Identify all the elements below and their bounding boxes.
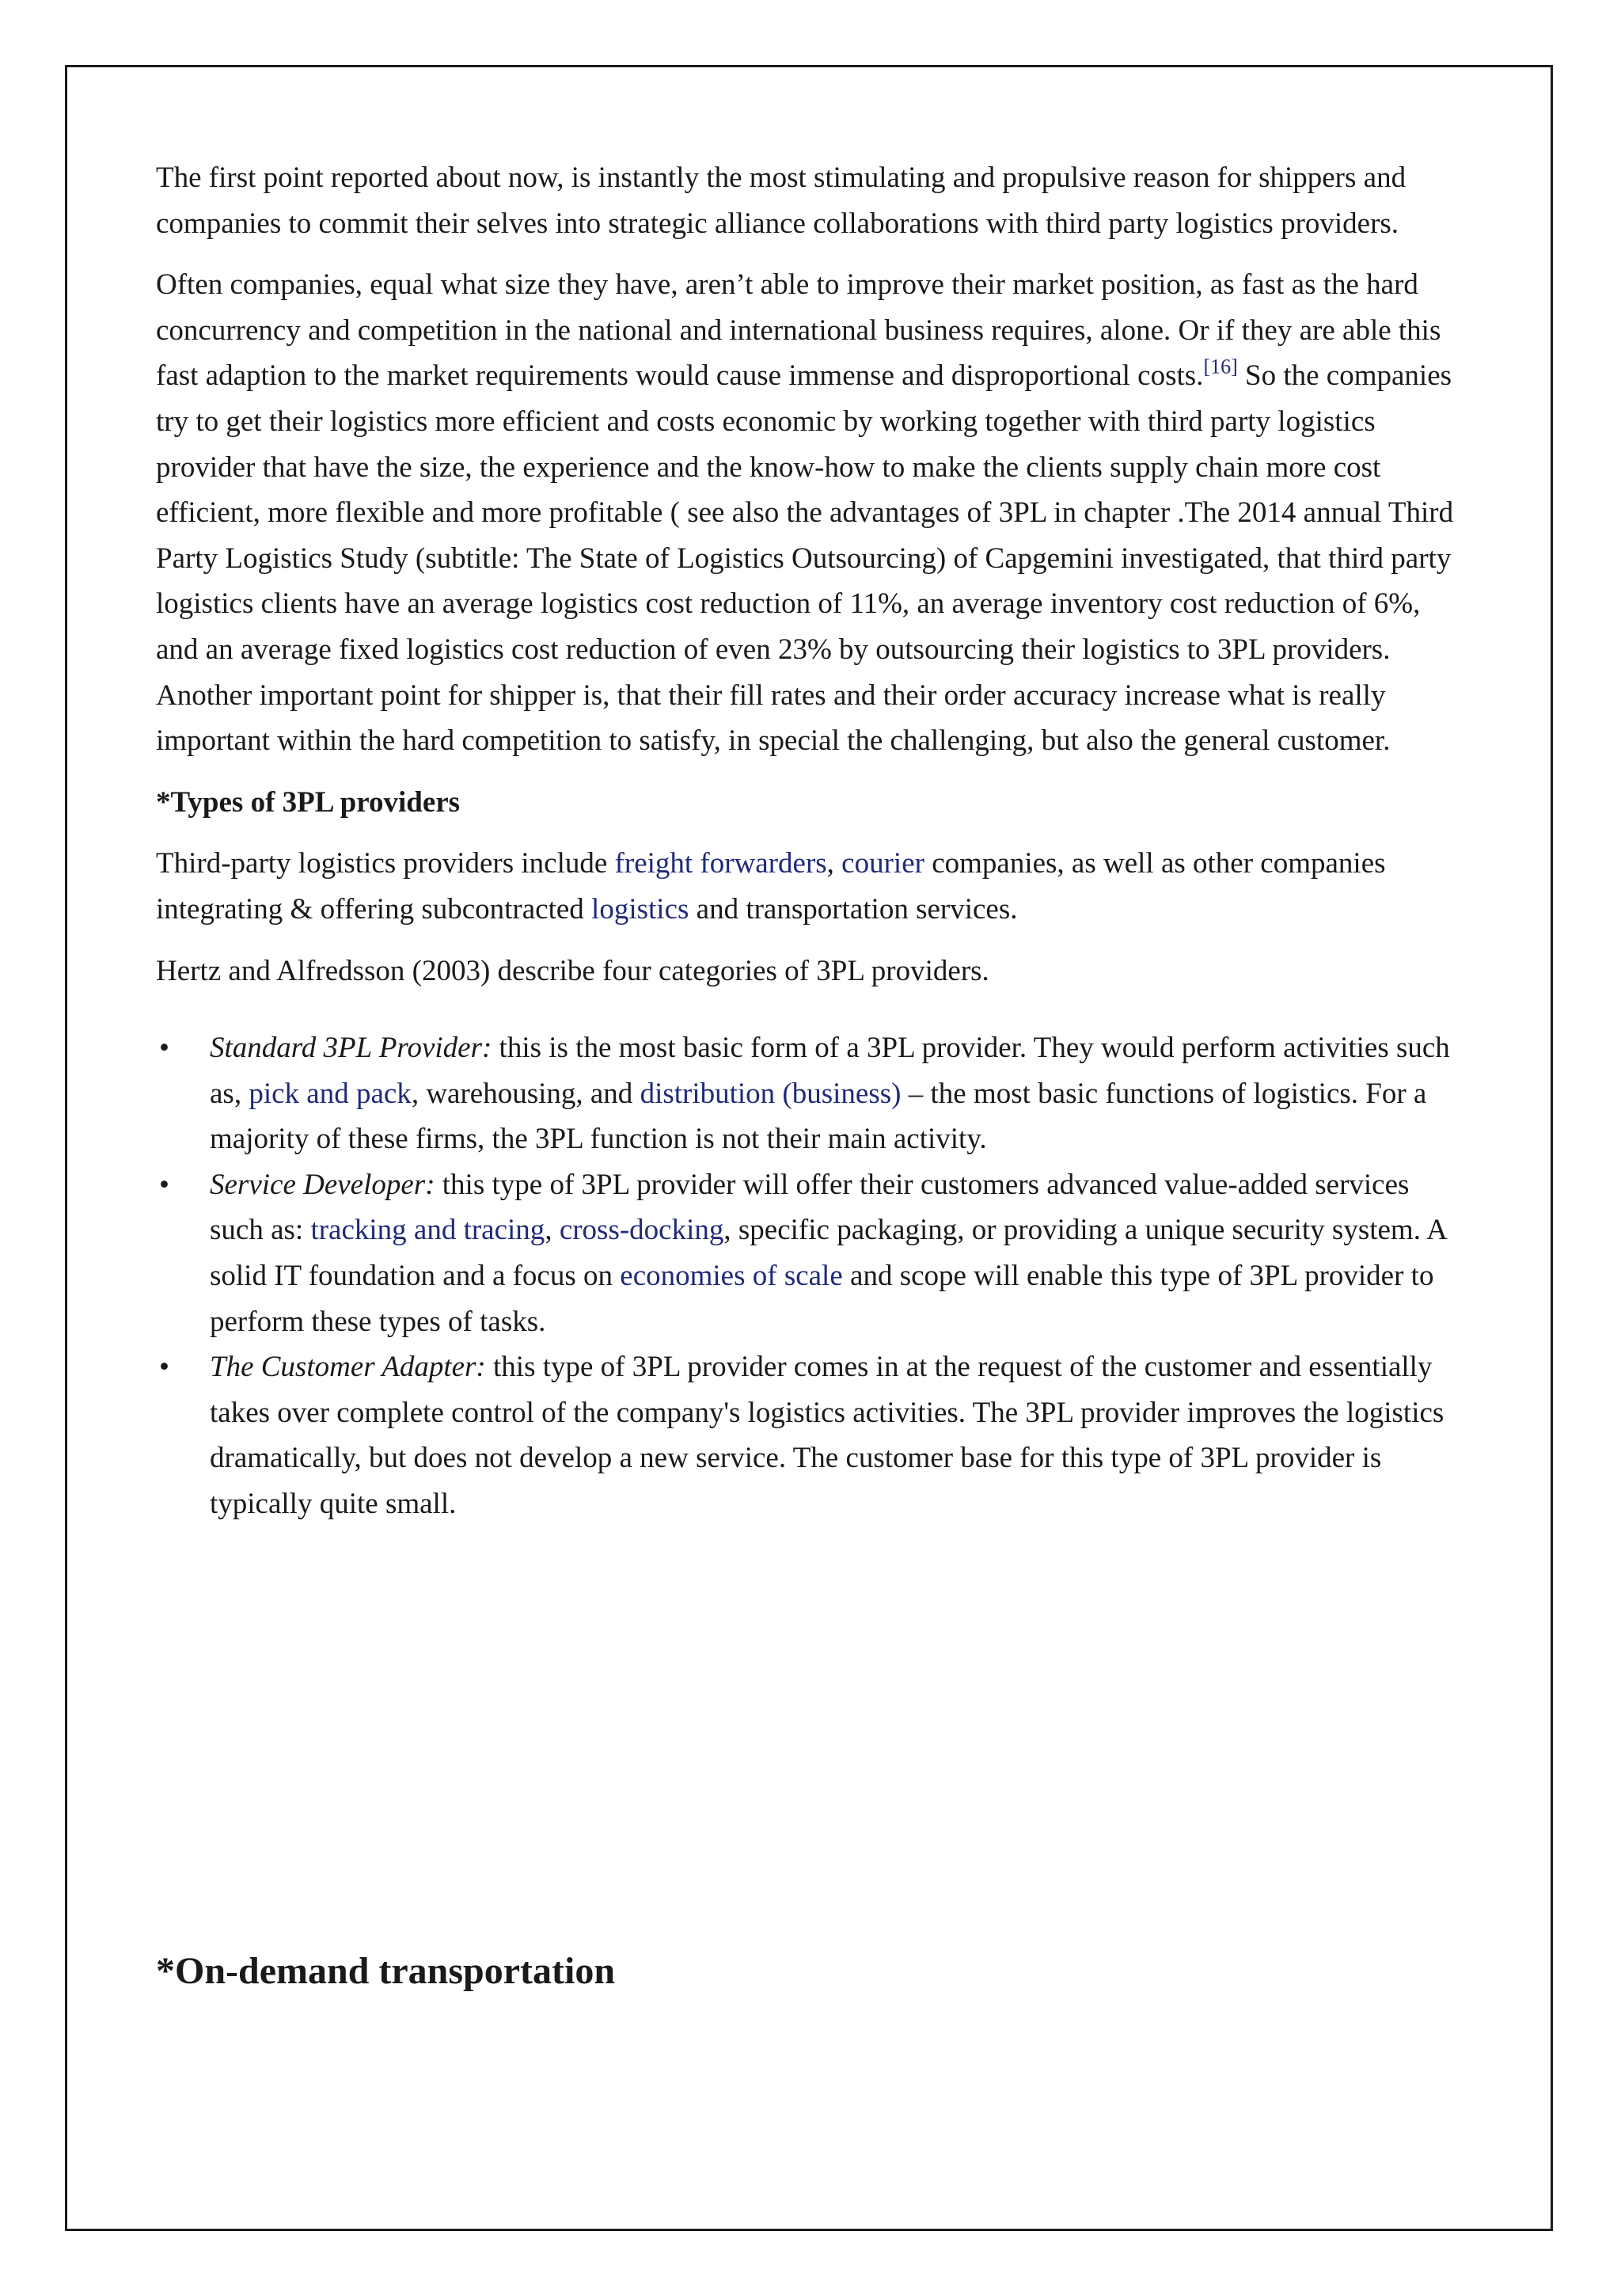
category-title: The Customer Adapter: — [210, 1351, 486, 1384]
list-item-customer-adapter — [156, 1344, 1458, 1526]
link-cross-docking[interactable]: cross-docking — [559, 1214, 724, 1247]
paragraph-cost-efficiency — [156, 262, 1458, 764]
paragraph-categories-intro: Hertz and Alfredsson (2003) describe four categories of 3PL providers. — [156, 954, 989, 987]
list-item-standard-3pl — [156, 1025, 1458, 1162]
link-logistics[interactable]: logistics — [591, 892, 689, 926]
types-heading: *Types of 3PL providers — [156, 785, 461, 819]
paragraph-text: So the companies try to get their logistics more efficient and costs economic by working together with third party logistics provider that have the size, the experience and the know-how to make the clients supply chain more cost efficient, more flexible and more profitable ( see also the advantages of 3PL in chapter .The 2014 annual Third Party Logistics Study (subtitle: The State of Logistics Outsourcing) of Capgemini investigated, that third party logistics clients have an average logistics cost reduction of 11%, an average inventory cost reduction of 6%, and an average fixed logistics cost reduction of even 23% by outsourcing their logistics to 3PL providers. Another important point for shipper is, that their fill rates and their order accuracy increase what is really important within the hard competition to satisfy, in special the challenging, but also the general customer. — [156, 359, 1454, 758]
link-pick-and-pack[interactable]: pick and pack — [249, 1077, 412, 1110]
ondemand-heading: *On-demand transportation — [156, 1950, 616, 1992]
link-distribution[interactable]: distribution (business) — [640, 1077, 902, 1110]
list-item-service-developer — [156, 1162, 1458, 1344]
category-title: Standard 3PL Provider: — [210, 1032, 492, 1065]
paragraph-text: companies, as well as other companies integrating & offering subcontracted — [156, 847, 1386, 926]
link-courier[interactable]: courier — [841, 847, 924, 880]
page-content — [156, 155, 1458, 1527]
paragraph-text: Third-party logistics providers include — [156, 847, 615, 880]
category-text: , specific packaging, or providing a unique security system. A solid IT foundation and a focus on — [210, 1214, 1446, 1293]
category-text: , — [545, 1214, 560, 1247]
category-text: , warehousing, and — [411, 1077, 640, 1110]
category-text: this type of 3PL provider will offer their customers advanced value-added services such as: — [210, 1168, 1410, 1247]
link-tracking-and-tracing[interactable]: tracking and tracing — [310, 1214, 545, 1247]
category-text: this type of 3PL provider comes in at the request of the customer and essentially takes over complete control of the company's logistics activities. The 3PL provider improves the logistics dramatically, but does not develop a new service. The customer base for this type of 3PL provider is typically quite small. — [210, 1351, 1444, 1521]
paragraph-text: , — [826, 847, 842, 880]
paragraph-text: and transportation services. — [689, 892, 1018, 926]
citation-link[interactable]: [16] — [1203, 355, 1238, 379]
category-text: this is the most basic form of a 3PL provider. They would perform activities such as, — [210, 1032, 1450, 1110]
bullet-icon: • — [159, 1032, 169, 1065]
bullet-icon: • — [159, 1351, 169, 1384]
category-title: Service Developer: — [210, 1168, 435, 1201]
link-freight-forwarders[interactable]: freight forwarders — [614, 847, 827, 880]
paragraph-provider-types — [156, 841, 1458, 932]
paragraph-text: Often companies, equal what size they have, aren’t able to improve their market position, as fast as the hard concurrency and competition in the national and international business requires, alone. Or if they are able this fast adaption to the market requirements would cause immense and disproportional costs. — [156, 268, 1441, 393]
link-economies-of-scale[interactable]: economies of scale — [620, 1260, 843, 1293]
bullet-icon: • — [159, 1168, 169, 1201]
categories-list — [156, 1025, 1458, 1527]
category-text: and scope will enable this type of 3PL provider to perform these types of tasks. — [210, 1260, 1434, 1338]
paragraph-3pl-reason: The first point reported about now, is instantly the most stimulating and propulsive reason for shippers and companies to commit their selves into strategic alliance collaborations with third party logistics providers. — [156, 162, 1407, 240]
category-text: – the most basic functions of logistics. For a majority of these firms, the 3PL function is not their main activity. — [210, 1077, 1427, 1156]
